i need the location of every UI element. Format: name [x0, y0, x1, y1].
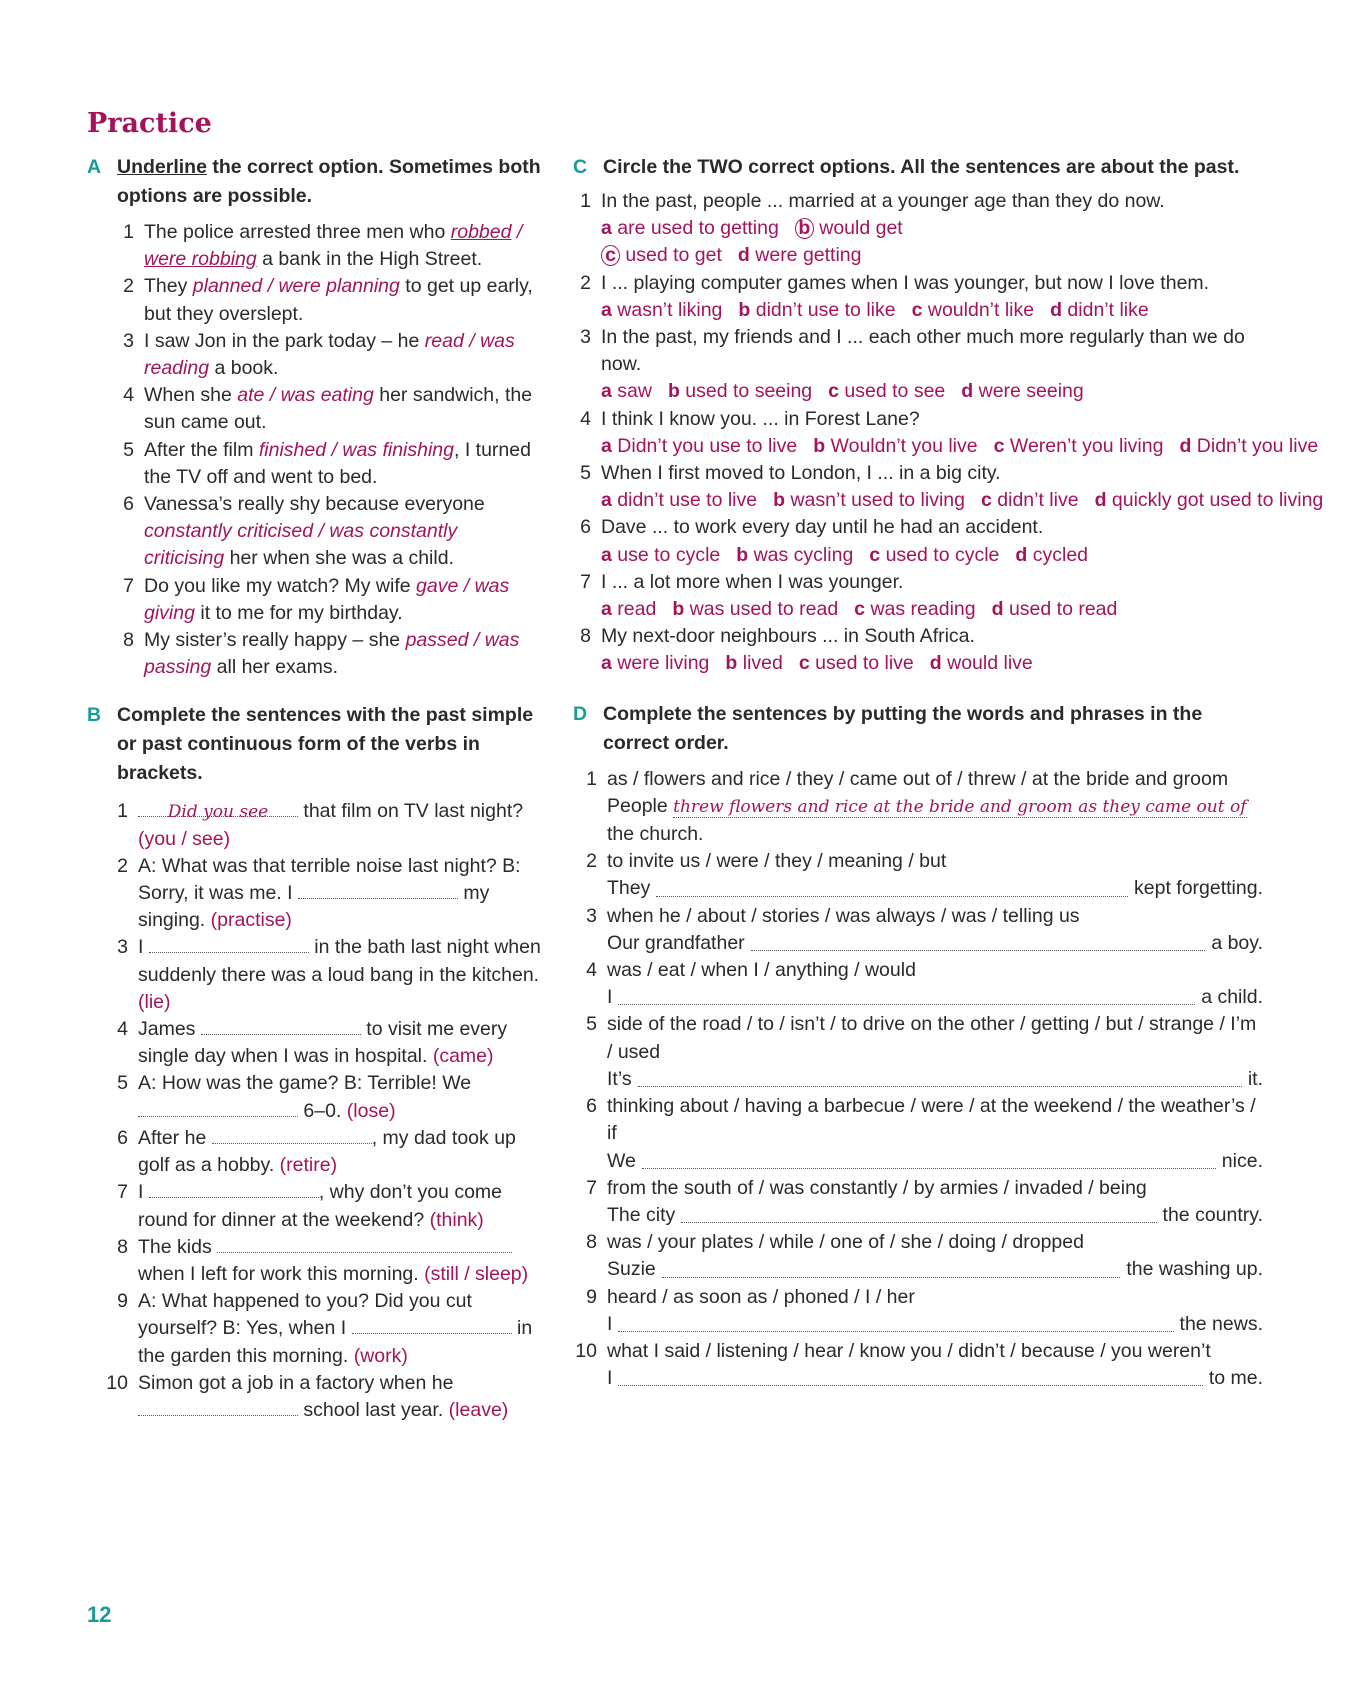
handwritten-answer: Did you see — [167, 802, 269, 823]
item-text — [607, 1093, 1263, 1175]
sentence-start: It’s — [607, 1067, 632, 1090]
option-separator: / — [326, 438, 343, 461]
answer-blank[interactable] — [618, 1313, 1173, 1332]
list-item: 6 After he , my dad took up golf as a hobby. (retire) — [117, 1126, 516, 1177]
option-b[interactable]: b wasn’t used to living — [773, 489, 965, 512]
question-text: In the past, my friends and I ... each other much more regularly than we do now. — [601, 326, 1245, 376]
sentence-start: Vanessa’s really shy because everyone — [144, 493, 485, 516]
item-number: 1 — [580, 190, 591, 212]
option-a[interactable]: a were living — [601, 652, 710, 675]
list-item — [107, 382, 542, 436]
word-prompt: to invite us / were / they / meaning / but — [607, 850, 947, 873]
item-text — [601, 514, 1263, 568]
option-letter: d — [961, 380, 974, 403]
option-letter: c — [980, 489, 992, 512]
list-item — [575, 766, 1263, 849]
option-letter: c — [798, 652, 810, 675]
list-item — [107, 328, 542, 382]
option-letter: c — [854, 598, 866, 621]
options-row — [601, 487, 1339, 514]
option-second[interactable]: was constantly criticising — [144, 520, 458, 570]
handwritten-answer: threw flowers and rice at the bride and groom as they came out of — [673, 796, 1247, 817]
item-text — [607, 1338, 1263, 1392]
answer-line — [607, 1148, 1263, 1175]
list-item: 10 Simon got a job in a factory when he school last year. (leave) — [106, 1371, 509, 1421]
item-number: 7 — [580, 570, 591, 593]
sentence-start: The police arrested three men who — [144, 221, 451, 243]
item-number: 4 — [123, 384, 134, 407]
answer-blank[interactable] — [656, 878, 1128, 897]
section-c-items — [575, 188, 1324, 678]
word-prompt: thinking about / having a barbecue / were / at the weekend / the weather’s / if — [607, 1095, 1256, 1145]
item-text — [144, 382, 542, 436]
item-text — [144, 328, 542, 382]
answer-blank[interactable] — [149, 934, 309, 953]
list-item — [575, 406, 1319, 460]
verb-hint: (retire) — [279, 1154, 338, 1177]
item-text — [144, 273, 542, 327]
question-text: My next-door neighbours ... in South Africa. — [601, 625, 975, 648]
sentence-end: the news. — [1179, 1312, 1263, 1335]
list-item — [575, 848, 1263, 902]
item-text — [607, 1229, 1263, 1283]
list-item — [575, 569, 1263, 623]
option-letter: d — [929, 652, 942, 675]
sentence-end: it. — [1247, 1067, 1263, 1090]
option-letter: d — [1050, 298, 1063, 321]
option-letter: b — [773, 489, 786, 512]
item-text — [601, 623, 1263, 677]
answer-blank[interactable] — [201, 1016, 361, 1035]
circled-option-letter: c — [601, 245, 620, 266]
item-number: 3 — [580, 326, 591, 349]
list-item — [575, 1284, 1263, 1338]
answer-blank[interactable] — [638, 1068, 1242, 1087]
option-c[interactable]: c used to live — [798, 652, 914, 675]
item-text — [601, 188, 1263, 270]
option-d[interactable]: d were getting — [737, 244, 862, 267]
option-letter: d — [737, 244, 750, 267]
word-prompt: was / eat / when I / anything / would — [607, 959, 916, 982]
option-b[interactable]: b was used to read — [672, 598, 839, 621]
sentence-end: a boy. — [1211, 931, 1263, 954]
sentence-end: , I turned the TV off and went to bed. — [144, 438, 531, 488]
section-letter: A — [87, 156, 102, 178]
option-d[interactable]: d quickly got used to living — [1094, 489, 1324, 512]
sentence-end: her when she was a child. — [224, 547, 454, 570]
answer-line — [607, 1202, 1263, 1229]
option-letter: b — [736, 543, 749, 566]
list-item — [575, 270, 1263, 324]
option-first[interactable]: planned — [192, 275, 263, 298]
option-d[interactable]: d cycled — [1015, 543, 1089, 566]
answer-blank[interactable] — [138, 1098, 298, 1117]
section-c-heading — [573, 153, 1263, 182]
item-text — [144, 437, 542, 491]
section-letter: C — [573, 156, 588, 178]
item-text — [607, 1011, 1263, 1093]
left-column — [87, 153, 542, 1424]
sentence-end: a book. — [209, 357, 279, 380]
option-c[interactable]: c didn’t live — [980, 489, 1079, 512]
section-letter: B — [87, 704, 102, 727]
list-item — [107, 219, 542, 273]
item-number: 6 — [580, 516, 591, 539]
option-b[interactable]: b was cycling — [736, 543, 854, 566]
option-letter: c — [828, 380, 840, 403]
answer-blank[interactable] — [298, 880, 458, 899]
list-item — [107, 273, 542, 327]
option-second[interactable]: were robbing — [144, 248, 257, 271]
sentence-start: I saw Jon in the park today – he — [144, 329, 425, 352]
option-second[interactable]: were planning — [278, 275, 400, 298]
list-item — [107, 573, 542, 627]
item-text — [144, 491, 542, 573]
sentence-start: Suzie — [607, 1258, 656, 1281]
option-separator: / — [313, 520, 330, 543]
word-prompt: what I said / listening / hear / know you / didn’t / because / you weren’t — [607, 1339, 1211, 1362]
answer-line — [607, 1256, 1263, 1283]
options-row — [601, 650, 1263, 677]
option-letter: a — [601, 543, 612, 566]
option-c[interactable]: c used to get — [601, 244, 722, 266]
question-text: I ... playing computer games when I was younger, but now I love them. — [601, 271, 1210, 294]
option-letter: a — [601, 652, 612, 675]
verb-hint: (work) — [353, 1344, 408, 1367]
option-letter: c — [869, 543, 881, 566]
option-letter: c — [911, 298, 923, 321]
option-second[interactable]: was finishing — [342, 438, 454, 461]
option-second[interactable]: was eating — [280, 384, 374, 407]
list-item: 5 A: How was the game? B: Terrible! We 6–0. (lose) — [117, 1072, 472, 1122]
item-text — [601, 406, 1334, 460]
option-letter: d — [1015, 543, 1028, 566]
answer-blank[interactable] — [352, 1315, 512, 1334]
list-item — [575, 903, 1263, 957]
item-number: 1 — [586, 767, 597, 790]
options-row — [601, 297, 1263, 324]
section-a-items — [107, 219, 542, 681]
sentence-end: the country. — [1162, 1203, 1263, 1226]
list-item: 4 James to visit me every single day when I was in hospital. (came) — [117, 1018, 508, 1068]
question-text: Dave ... to work every day until he had an accident. — [601, 516, 1044, 539]
list-item — [575, 460, 1324, 514]
answer-line — [607, 1066, 1263, 1093]
section-instruction: Circle the TWO correct options. All the sentences are about the past. — [603, 156, 1240, 178]
option-letter: b — [813, 434, 826, 457]
answer-blank[interactable] — [642, 1150, 1216, 1169]
item-number: 5 — [123, 438, 134, 461]
option-separator: / — [511, 221, 523, 243]
options-row — [601, 542, 1263, 569]
section-instruction: Complete the sentences with the past simple or past continuous form of the verbs in brackets. — [117, 704, 534, 785]
sentence-start: After the film — [144, 438, 259, 461]
sentence-start: My sister’s really happy – she — [144, 629, 406, 652]
sentence-end: it to me for my birthday. — [194, 601, 403, 624]
sentence-start: They — [607, 877, 651, 900]
item-number: 5 — [586, 1013, 597, 1036]
list-item: 7 I , why don’t you come round for dinner at the weekend? (think) — [117, 1181, 503, 1231]
sentence-start: Do you like my watch? My wife — [144, 574, 417, 597]
item-text — [607, 848, 1263, 902]
item-number: 2 — [123, 275, 134, 298]
item-text — [601, 324, 1263, 406]
word-prompt: when he / about / stories / was always / was / telling us — [607, 904, 1080, 927]
item-number: 6 — [123, 493, 134, 516]
sentence-start: When she — [144, 384, 238, 407]
option-first[interactable]: read — [424, 329, 464, 352]
sentence-end: nice. — [1221, 1149, 1263, 1172]
option-letter: b — [667, 380, 680, 403]
option-a[interactable]: a Didn’t you use to live — [601, 434, 798, 457]
option-d[interactable]: d were seeing — [961, 380, 1084, 403]
option-letter: b — [725, 652, 738, 675]
options-row — [601, 215, 941, 269]
list-item — [575, 1011, 1263, 1093]
item-text — [607, 1284, 1263, 1338]
options-row — [601, 596, 1263, 623]
sentence-end: the washing up. — [1126, 1258, 1263, 1281]
option-letter: c — [993, 434, 1005, 457]
sentence-start: I — [607, 986, 613, 1009]
word-prompt: as / flowers and rice / they / came out of / threw / at the bride and groom — [607, 767, 1229, 790]
option-letter: a — [601, 298, 612, 321]
options-row — [601, 378, 1263, 405]
option-separator: / — [262, 275, 279, 298]
item-number: 2 — [586, 850, 597, 873]
item-number: 8 — [586, 1231, 597, 1254]
option-d[interactable]: d didn’t like — [1050, 298, 1149, 321]
answer-blank[interactable] — [138, 1397, 298, 1416]
option-letter: d — [991, 598, 1004, 621]
list-item — [107, 627, 542, 681]
option-separator: / — [463, 329, 481, 352]
item-number: 4 — [586, 959, 597, 982]
circled-option-letter: b — [795, 218, 814, 239]
answer-blank[interactable] — [618, 986, 1195, 1005]
option-c[interactable]: c was reading — [854, 598, 976, 621]
option-second[interactable]: was giving — [144, 574, 510, 624]
list-item — [575, 1093, 1263, 1175]
item-number: 8 — [580, 625, 591, 648]
item-text — [607, 766, 1263, 849]
option-separator: / — [264, 384, 281, 407]
section-b-heading — [87, 701, 542, 788]
option-c[interactable]: c used to cycle — [869, 543, 1000, 566]
option-letter: a — [601, 380, 612, 403]
sentence-end: a child. — [1201, 986, 1263, 1009]
item-number: 4 — [580, 407, 591, 430]
sentence-end: to get up early, but they overslept. — [144, 275, 533, 325]
answer-line — [607, 930, 1263, 957]
verb-hint: (lose) — [346, 1099, 396, 1122]
list-item — [107, 437, 542, 491]
option-letter: b — [672, 598, 685, 621]
list-item — [575, 514, 1263, 568]
list-item — [575, 957, 1263, 1011]
option-first[interactable]: passed — [405, 629, 469, 652]
option-d[interactable]: d would live — [929, 652, 1033, 675]
item-number: 10 — [575, 1339, 597, 1362]
item-text — [601, 569, 1263, 623]
option-d[interactable]: d used to read — [991, 598, 1118, 621]
word-prompt: from the south of / was constantly / by armies / invaded / being — [607, 1176, 1147, 1199]
option-separator: / — [458, 574, 475, 597]
option-letter: b — [738, 298, 751, 321]
option-c[interactable]: c Weren’t you living — [993, 434, 1164, 457]
list-item — [575, 1175, 1263, 1229]
verb-hint: (practise) — [210, 909, 292, 932]
item-number: 8 — [123, 629, 134, 652]
list-item — [575, 1229, 1263, 1283]
answer-line — [607, 793, 1263, 821]
page-title: Practice — [87, 108, 212, 139]
option-letter: d — [1179, 434, 1192, 457]
list-item: 2 A: What was that terrible noise last night? B: Sorry, it was me. I my singing. (practise) — [117, 854, 521, 932]
answer-blank[interactable] — [618, 1367, 1202, 1386]
list-item — [575, 324, 1263, 406]
verb-hint: (you / see) — [138, 827, 231, 850]
sentence-start: The city — [607, 1203, 676, 1226]
option-b[interactable]: b Wouldn’t you live — [813, 434, 978, 457]
section-instruction: Complete the sentences by putting the words and phrases in the correct order. — [603, 702, 1203, 754]
question-text: When I first moved to London, I ... in a big city. — [601, 462, 1001, 485]
option-second[interactable]: was passing — [144, 629, 520, 679]
list-item — [575, 623, 1263, 677]
page-number: 12 — [87, 1602, 112, 1627]
item-number: 1 — [123, 221, 134, 243]
section-instruction: Underline the correct option. Sometimes both options are possible. — [117, 156, 541, 207]
option-first[interactable]: finished — [258, 438, 327, 461]
list-item: 3 I in the bath last night when suddenly there was a loud bang in the kitchen. (lie) — [117, 936, 541, 1013]
option-b[interactable]: b would get — [795, 217, 903, 239]
answer-blank[interactable] — [217, 1234, 512, 1253]
word-prompt: was / your plates / while / one of / she / doing / dropped — [607, 1231, 1084, 1254]
option-a[interactable]: a didn’t use to live — [601, 489, 758, 512]
section-letter: D — [573, 702, 588, 725]
word-prompt: heard / as soon as / phoned / I / her — [607, 1285, 915, 1308]
item-text — [601, 460, 1339, 514]
answer-blank[interactable] — [662, 1259, 1121, 1278]
list-item: 9 A: What happened to you? Did you cut yourself? B: Yes, when I in the garden this morning. (work) — [117, 1290, 533, 1367]
verb-hint: (came) — [432, 1045, 494, 1068]
options-row — [601, 433, 1334, 460]
verb-hint: (leave) — [448, 1398, 509, 1421]
answer-line — [607, 875, 1263, 902]
item-number: 7 — [586, 1176, 597, 1199]
item-text — [607, 903, 1263, 957]
item-number: 3 — [586, 904, 597, 927]
option-a[interactable]: a are used to getting — [601, 217, 779, 240]
verb-hint: (think) — [429, 1208, 484, 1231]
item-number: 7 — [123, 574, 134, 597]
question-text: I ... a lot more when I was younger. — [601, 570, 904, 593]
question-text: In the past, people ... married at a younger age than they do now. — [601, 190, 1165, 212]
list-item — [575, 188, 1263, 270]
answer-blank[interactable] — [212, 1125, 372, 1144]
list-item: 1 Did you see that film on TV last night? (you / see) — [117, 800, 524, 850]
option-b[interactable]: b didn’t use to like — [738, 298, 896, 321]
item-text — [144, 627, 542, 681]
sentence-start: Our grandfather — [607, 931, 745, 954]
sentence-start: They — [144, 275, 193, 298]
option-first[interactable]: gave — [416, 574, 459, 597]
option-first[interactable]: constantly criticised — [144, 520, 314, 543]
option-letter: a — [601, 598, 612, 621]
answer-blank[interactable] — [149, 1179, 319, 1198]
item-number: 6 — [586, 1095, 597, 1118]
section-d-heading — [573, 700, 1263, 758]
section-d-items — [575, 766, 1263, 1393]
option-b[interactable]: b lived — [725, 652, 783, 675]
item-number: 5 — [580, 462, 591, 485]
item-number: 2 — [580, 271, 591, 294]
answer-line — [607, 1311, 1263, 1338]
option-first[interactable]: ate — [237, 384, 265, 407]
option-d[interactable]: d Didn’t you live — [1179, 434, 1319, 457]
item-text — [607, 957, 1263, 1011]
sentence-end: kept forgetting. — [1134, 877, 1263, 900]
option-letter: a — [601, 489, 612, 512]
item-text — [607, 1175, 1263, 1229]
option-a[interactable]: a use to cycle — [601, 543, 721, 566]
sentence-start: We — [607, 1149, 636, 1172]
answer-line — [607, 984, 1263, 1011]
option-a[interactable]: a saw — [601, 380, 652, 403]
option-separator: / — [468, 629, 485, 652]
option-second[interactable]: was reading — [144, 329, 515, 380]
list-item — [107, 491, 542, 573]
option-letter: a — [601, 217, 612, 240]
answer-blank[interactable] — [751, 932, 1206, 951]
section-b-items — [97, 798, 542, 1424]
sentence-end: all her exams. — [211, 656, 339, 679]
question-text: I think I know you. ... in Forest Lane? — [601, 407, 920, 430]
verb-hint: (still / sleep) — [424, 1262, 529, 1285]
option-letter: a — [601, 434, 612, 457]
sentence-end: her sandwich, the sun came out. — [144, 384, 533, 434]
option-b[interactable]: b used to seeing — [667, 380, 813, 403]
section-a-heading — [87, 153, 542, 211]
option-a[interactable]: a wasn’t liking — [601, 298, 723, 321]
answer-line — [607, 1365, 1263, 1392]
sentence-start: I — [607, 1312, 613, 1335]
option-c[interactable]: c used to see — [828, 380, 946, 403]
answer-blank[interactable] — [681, 1204, 1156, 1223]
option-a[interactable]: a read — [601, 598, 657, 621]
sentence-start: People — [607, 794, 674, 817]
right-column — [573, 153, 1324, 1392]
sentence-end: the church. — [607, 823, 704, 846]
word-prompt: side of the road / to / isn’t / to drive on the other / getting / but / strange / I’m / used — [607, 1013, 1257, 1063]
list-item — [575, 1338, 1263, 1392]
answer-blank[interactable] — [138, 798, 298, 823]
option-first[interactable]: robbed — [450, 221, 512, 243]
option-c[interactable]: c wouldn’t like — [911, 298, 1035, 321]
sentence-end: a bank in the High Street. — [256, 248, 483, 271]
option-letter: d — [1094, 489, 1107, 512]
list-item: 8 The kids when I left for work this morning. (still / sleep) — [117, 1235, 529, 1285]
item-text — [601, 270, 1263, 324]
item-number: 9 — [586, 1285, 597, 1308]
item-text — [144, 219, 542, 273]
item-number: 3 — [123, 329, 134, 352]
item-text — [144, 573, 542, 627]
sentence-end: to me. — [1208, 1367, 1263, 1390]
verb-hint: (lie) — [138, 990, 171, 1013]
sentence-start: I — [607, 1367, 613, 1390]
